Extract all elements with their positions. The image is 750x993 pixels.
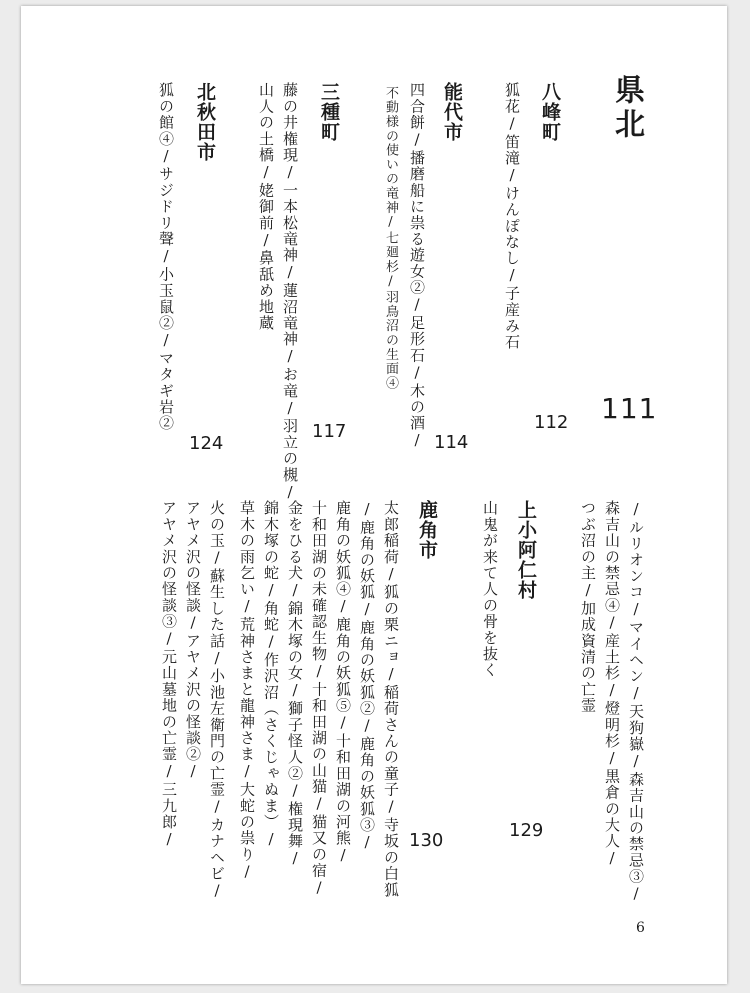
entry-line: 狐の館④/サジドリ聲/小玉鼠②/マタギ岩②: [157, 82, 175, 432]
page-folio: 6: [636, 920, 645, 936]
entry-line: 太郎稲荷/狐の栗ニョ/稲荷さんの童子/寺坂の白狐: [382, 500, 400, 898]
entry-line: 火の玉/蘇生した話/小池左衛門の亡霊/カナヘビ/: [208, 500, 226, 901]
entry-line: 藤の井権現/一本松竜神/蓮沼竜神/お竜/羽立の槻/: [281, 82, 299, 502]
entry-line: アヤメ沢の怪談/アヤメ沢の怪談②/: [184, 500, 202, 782]
entry-line: /鹿角の妖狐/鹿角の妖狐②/鹿角の妖狐③/: [358, 500, 376, 853]
entry-line: アヤメ沢の怪談③/元山墓地の亡霊/三九郎/: [160, 500, 178, 850]
entry-line: 十和田湖の未確認生物/十和田湖の山猫/猫又の宿/: [310, 500, 328, 898]
entry-line: 不動様の使いの竜神/七廻杉/羽鳥沼の生面④: [383, 86, 398, 391]
entry-line: /ルリオンコ/マイヘン/天狗嶽/森吉山の禁忌③/: [627, 500, 645, 904]
page-number: 129: [509, 820, 544, 841]
page-number: 112: [534, 412, 569, 433]
entry-line: 鹿角の妖狐④/鹿角の妖狐⑤/十和田湖の河熊/: [334, 500, 352, 866]
page-number: 114: [434, 432, 469, 453]
heading-kazuno: 鹿角市: [416, 500, 438, 560]
entry-line: 森吉山の禁忌④/産土杉/燈明杉/黒倉の大人/: [603, 500, 621, 869]
section-page-number: 111: [601, 392, 658, 425]
heading-mitane: 三種町: [318, 82, 340, 142]
heading-kamikoani: 上小阿仁村: [515, 500, 537, 600]
section-title: 県北: [609, 74, 644, 142]
page-number: 117: [312, 421, 347, 442]
entry-line: 金をひる犬/錦木塚の女/獅子怪人②/権現舞/: [286, 500, 304, 869]
heading-kitaakita: 北秋田市: [194, 82, 216, 162]
heading-happo: 八峰町: [539, 82, 561, 142]
entry-line: 四合餅/播磨船に祟る遊女②/足形石/木の酒/: [408, 82, 426, 451]
entry-line: 山鬼が来て人の骨を抜く: [481, 500, 499, 679]
page-number: 130: [409, 830, 444, 851]
entry-line: 狐花/笛滝/けんぽなし/子産み石: [503, 82, 521, 351]
entry-line: 草木の雨乞い/荒神さまと龍神さま/大蛇の祟り/: [238, 500, 256, 882]
entry-line: 錦木塚の蛇/角蛇/作沢沼（さくじゃぬま）/: [262, 500, 280, 850]
page-number: 124: [189, 433, 224, 454]
entry-line: つぶ沼の主/加成資清の亡霊: [579, 500, 597, 714]
heading-noshiro: 能代市: [441, 82, 463, 142]
entry-line: 山人の土橋/姥御前/鼻舐め地蔵: [257, 82, 275, 331]
